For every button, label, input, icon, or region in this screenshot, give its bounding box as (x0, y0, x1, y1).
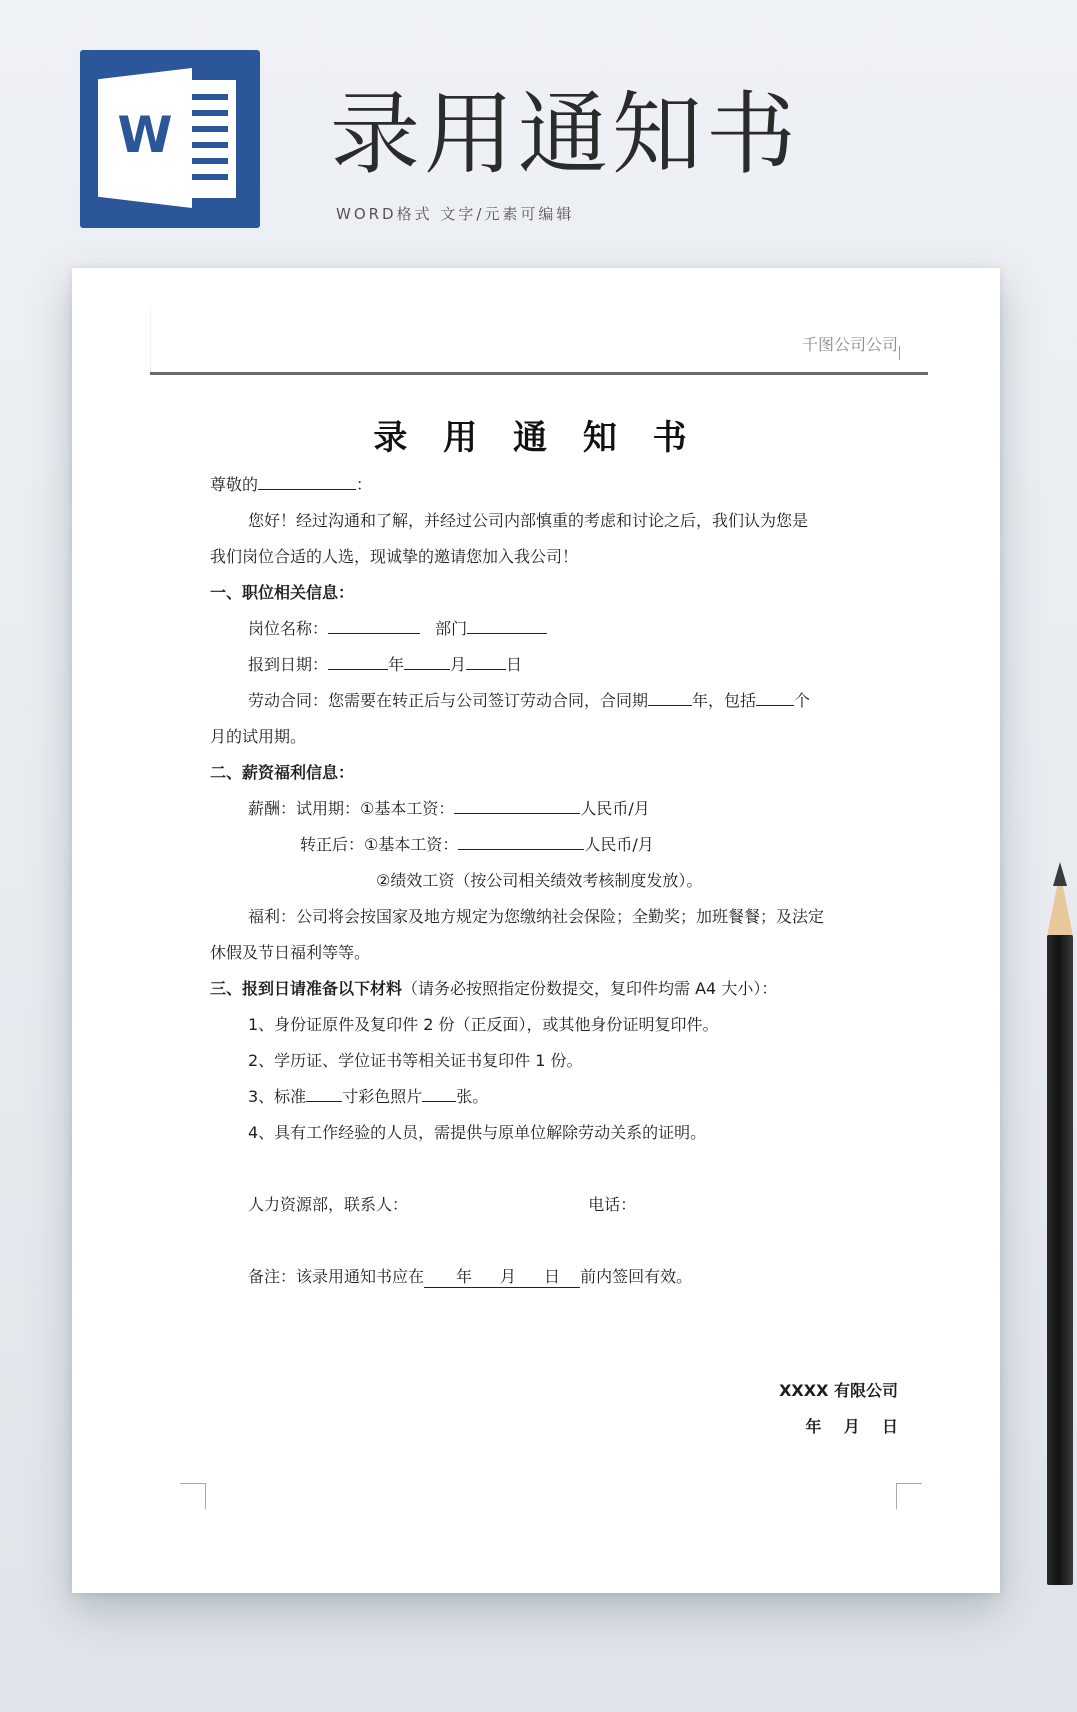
salutation (210, 472, 970, 495)
report-day-blank[interactable] (466, 654, 506, 670)
formal-salary-unit: 人民币/月 (584, 835, 654, 854)
dept-label: 部门 (435, 619, 468, 638)
report-date-label: 报到日期： (248, 655, 329, 674)
signature-date: 年 月 日 (805, 1417, 898, 1436)
formal-salary-blank[interactable] (458, 834, 584, 850)
formal-salary-label: 转正后：①基本工资： (300, 835, 459, 854)
material-item-3 (248, 1084, 1008, 1107)
section3-heading (210, 976, 970, 999)
document-title: 录 用 通 知 书 (373, 418, 699, 458)
phone-label: 电话： (588, 1195, 637, 1214)
photo-size-blank[interactable] (306, 1086, 342, 1102)
report-year-label: 年 (388, 655, 405, 674)
page-corner-mark-left (180, 1483, 206, 1509)
running-head: 千图公司公司 (801, 335, 898, 354)
material-item-1: 1、身份证原件及复印件 2 份（正反面），或其他身份证明复印件。 (248, 1015, 719, 1034)
contract-years-blank[interactable] (648, 690, 692, 706)
header-rule (150, 372, 928, 375)
material-item-4: 4、具有工作经验的人员，需提供与原单位解除劳动关系的证明。 (248, 1123, 707, 1142)
signature-company: XXXX 有限公司 (779, 1381, 898, 1400)
intro-line-1: 您好！经过沟通和了解，并经过公司内部慎重的考虑和讨论之后，我们认为您是 (248, 511, 809, 530)
probation-salary-unit: 人民币/月 (580, 799, 650, 818)
section3-heading-main: 三、报到日请准备以下材料 (210, 979, 403, 998)
contract-text-b: 年，包括 (692, 691, 757, 710)
contract-row (248, 688, 1008, 711)
contract-text-c: 个 (794, 691, 811, 710)
photo-text-c: 张。 (456, 1087, 489, 1106)
remark-day: 日 (544, 1267, 561, 1286)
bonus-row: ②绩效工资（按公司相关绩效考核制度发放）。 (376, 871, 703, 890)
header-margin-mark (150, 308, 151, 372)
contact-row (248, 1192, 1008, 1215)
welfare-line-2: 休假及节日福利等等。 (210, 943, 371, 962)
remark-prefix: 备注：该录用通知书应在 (248, 1267, 425, 1286)
word-logo-letter: W (117, 106, 173, 164)
remark-row (248, 1264, 1008, 1288)
salutation-prefix: 尊敬的 (210, 475, 259, 494)
report-month-label: 月 (450, 655, 467, 674)
position-blank[interactable] (328, 618, 420, 634)
position-label: 岗位名称： (248, 619, 329, 638)
intro-line-2: 我们岗位合适的人选，现诚挚的邀请您加入我公司！ (210, 547, 579, 566)
report-date-row (248, 652, 1008, 675)
probation-salary-blank[interactable] (454, 798, 580, 814)
recipient-blank[interactable] (258, 474, 356, 490)
material-item-2: 2、学历证、学位证书等相关证书复印件 1 份。 (248, 1051, 583, 1070)
photo-text-a: 3、标准 (248, 1087, 307, 1106)
contract-text-a: 劳动合同：您需要在转正后与公司签订劳动合同，合同期 (248, 691, 649, 710)
word-logo (80, 50, 260, 228)
remark-suffix: 前内签回有效。 (580, 1267, 693, 1286)
remark-date-blank[interactable] (424, 1264, 580, 1288)
welfare-line-1: 福利：公司将会按国家及地方规定为您缴纳社会保险；全勤奖；加班餐餐；及法定 (248, 907, 825, 926)
pencil (1047, 935, 1073, 1585)
hero-subtitle: WORD格式 文字/元素可编辑 (336, 205, 575, 223)
remark-month: 月 (500, 1267, 517, 1286)
probation-salary-label: 薪酬：试用期：①基本工资： (248, 799, 455, 818)
hr-contact-label: 人力资源部，联系人： (248, 1195, 409, 1214)
section1-heading: 一、职位相关信息： (210, 583, 355, 602)
photo-count-blank[interactable] (422, 1086, 456, 1102)
photo-text-b: 寸彩色照片 (342, 1087, 423, 1106)
section3-heading-note: （请务必按照指定份数提交，复印件均需 A4 大小）： (402, 979, 778, 998)
probation-salary-row (248, 796, 1008, 819)
report-month-blank[interactable] (404, 654, 450, 670)
dept-blank[interactable] (467, 618, 547, 634)
hero-title: 录用通知书 (330, 82, 800, 187)
document-page (72, 268, 1000, 1593)
probation-blank[interactable] (756, 690, 794, 706)
salutation-suffix: ： (356, 475, 373, 494)
formal-salary-row (300, 832, 1060, 855)
remark-year: 年 (456, 1267, 473, 1286)
position-row (248, 616, 1008, 639)
page-corner-mark-right (896, 1483, 922, 1509)
report-year-blank[interactable] (328, 654, 388, 670)
header-tick (899, 346, 900, 360)
section2-heading: 二、薪资福利信息： (210, 763, 355, 782)
contract-line-2: 月的试用期。 (210, 727, 307, 746)
report-day-label: 日 (506, 655, 523, 674)
